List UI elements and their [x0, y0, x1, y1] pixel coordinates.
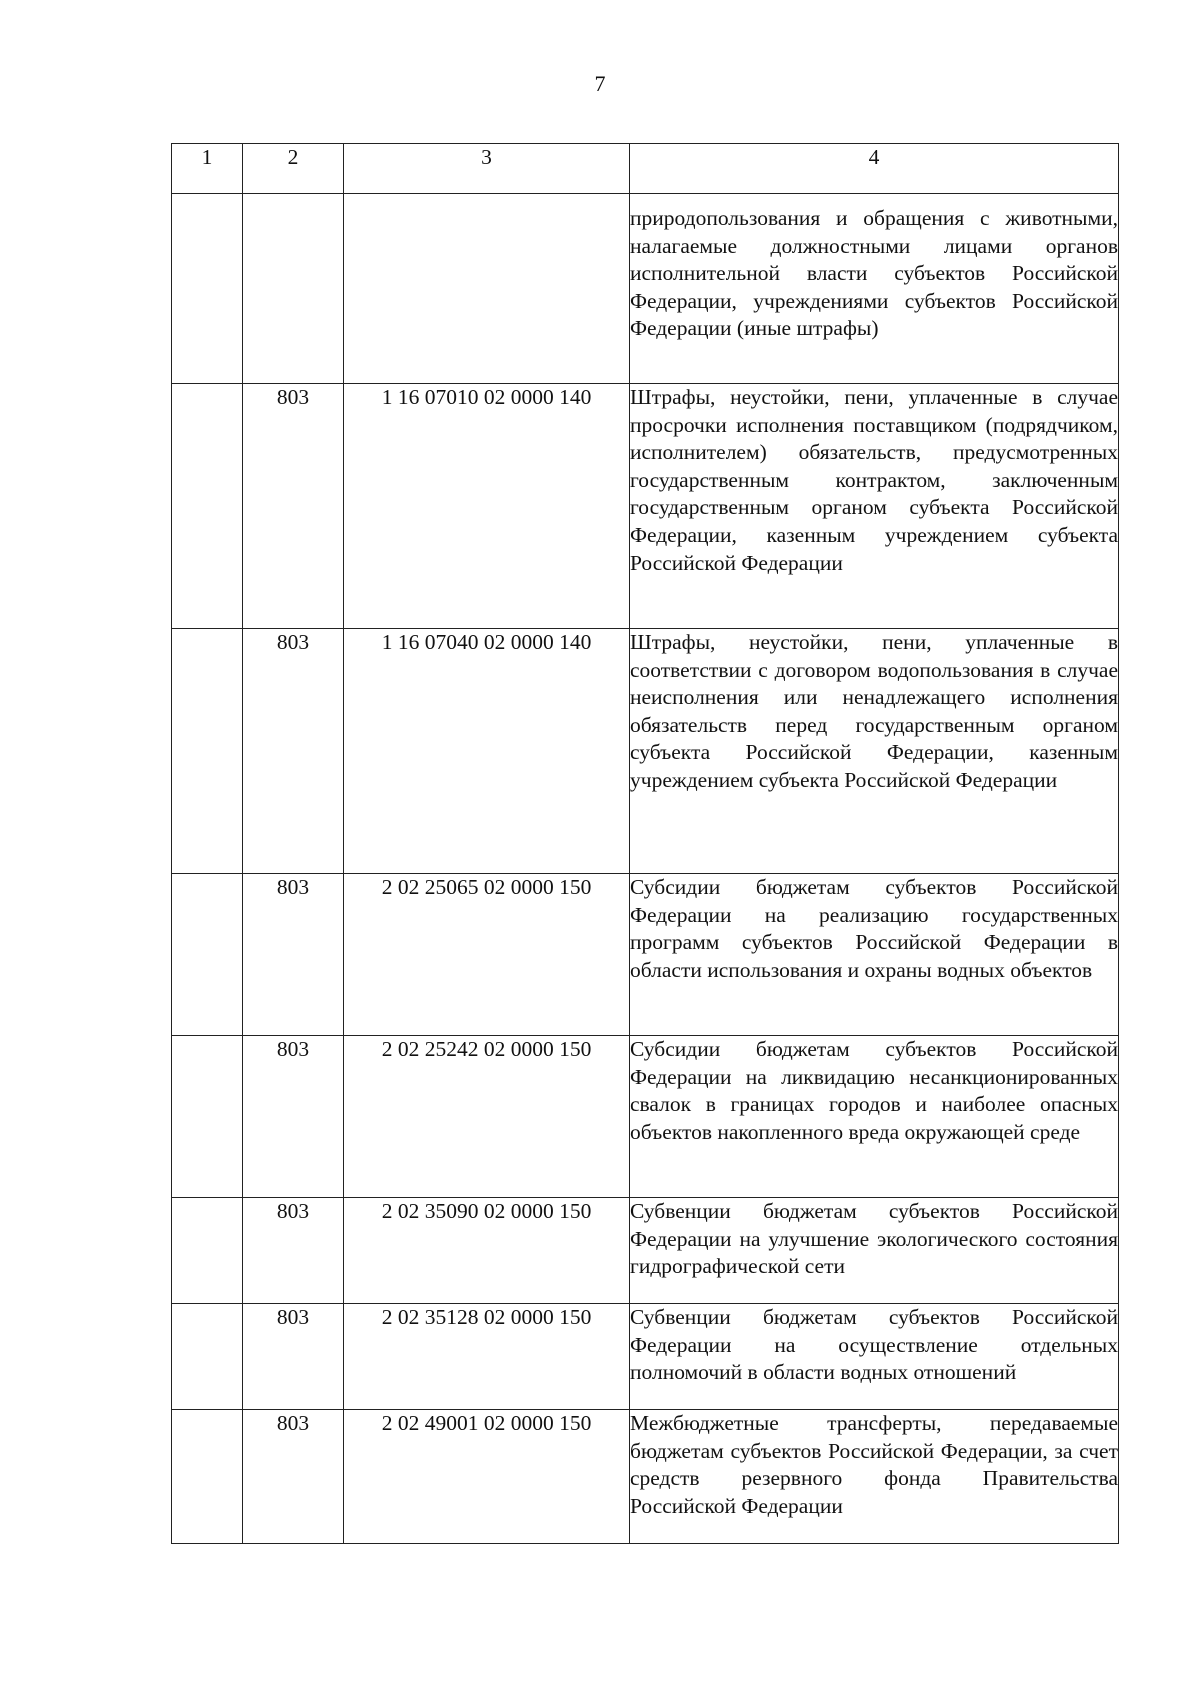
cell-col-1	[172, 194, 243, 384]
table-row	[172, 1198, 1119, 1304]
table-row	[172, 874, 1119, 1036]
cell-budget-code: 1 16 07010 02 0000 140	[344, 384, 630, 629]
budget-classification-table	[171, 143, 1119, 1544]
cell-description: Субвенции бюджетам субъектов Российской Федерации на улучшение экологического состояния гидрографической сети	[630, 1198, 1119, 1304]
cell-budget-code	[344, 194, 630, 384]
cell-col-1	[172, 874, 243, 1036]
cell-admin-code: 803	[243, 1036, 344, 1198]
header-col-4: 4	[630, 144, 1119, 194]
cell-col-1	[172, 1410, 243, 1544]
header-col-3: 3	[344, 144, 630, 194]
cell-budget-code: 2 02 35128 02 0000 150	[344, 1304, 630, 1410]
cell-budget-code: 1 16 07040 02 0000 140	[344, 629, 630, 874]
cell-description: Субсидии бюджетам субъектов Российской Федерации на реализацию государственных программ субъектов Российской Федерации в области использования и охраны водных объектов	[630, 874, 1119, 1036]
cell-admin-code: 803	[243, 1304, 344, 1410]
header-col-2: 2	[243, 144, 344, 194]
cell-description: Штрафы, неустойки, пени, уплаченные в случае просрочки исполнения поставщиком (подрядчиком, исполнителем) обязательств, предусмотренных государственным контрактом, заключенным государственным органом субъекта Российской Федерации, казенным учреждением субъекта Российской Федерации	[630, 384, 1119, 629]
cell-col-1	[172, 384, 243, 629]
cell-description: Субсидии бюджетам субъектов Российской Федерации на ликвидацию несанкционированных свалок в границах городов и наиболее опасных объектов накопленного вреда окружающей среде	[630, 1036, 1119, 1198]
cell-admin-code: 803	[243, 1410, 344, 1544]
cell-admin-code: 803	[243, 629, 344, 874]
cell-admin-code: 803	[243, 1198, 344, 1304]
table-row	[172, 629, 1119, 874]
cell-description: природопользования и обращения с животными, налагаемые должностными лицами органов исполнительной власти субъектов Российской Федерации, учреждениями субъектов Российской Федерации (иные штрафы)	[630, 194, 1119, 384]
header-col-1: 1	[172, 144, 243, 194]
cell-admin-code: 803	[243, 384, 344, 629]
cell-admin-code: 803	[243, 874, 344, 1036]
cell-col-1	[172, 1036, 243, 1198]
cell-budget-code: 2 02 49001 02 0000 150	[344, 1410, 630, 1544]
cell-budget-code: 2 02 25242 02 0000 150	[344, 1036, 630, 1198]
cell-description: Штрафы, неустойки, пени, уплаченные в соответствии с договором водопользования в случае неисполнения или ненадлежащего исполнения обязательств перед государственным органом субъекта Российской Федерации, казенным учреждением субъекта Российской Федерации	[630, 629, 1119, 874]
table-header-row	[172, 144, 1119, 194]
table-row	[172, 194, 1119, 384]
table-row	[172, 1410, 1119, 1544]
cell-budget-code: 2 02 35090 02 0000 150	[344, 1198, 630, 1304]
cell-budget-code: 2 02 25065 02 0000 150	[344, 874, 630, 1036]
cell-admin-code	[243, 194, 344, 384]
table-row	[172, 1304, 1119, 1410]
cell-description: Межбюджетные трансферты, передаваемые бюджетам субъектов Российской Федерации, за счет средств резервного фонда Правительства Российской Федерации	[630, 1410, 1119, 1544]
cell-col-1	[172, 1198, 243, 1304]
cell-col-1	[172, 1304, 243, 1410]
page-number: 7	[594, 71, 606, 96]
table-row	[172, 1036, 1119, 1198]
cell-description: Субвенции бюджетам субъектов Российской Федерации на осуществление отдельных полномочий в области водных отношений	[630, 1304, 1119, 1410]
table-row	[172, 384, 1119, 629]
cell-col-1	[172, 629, 243, 874]
